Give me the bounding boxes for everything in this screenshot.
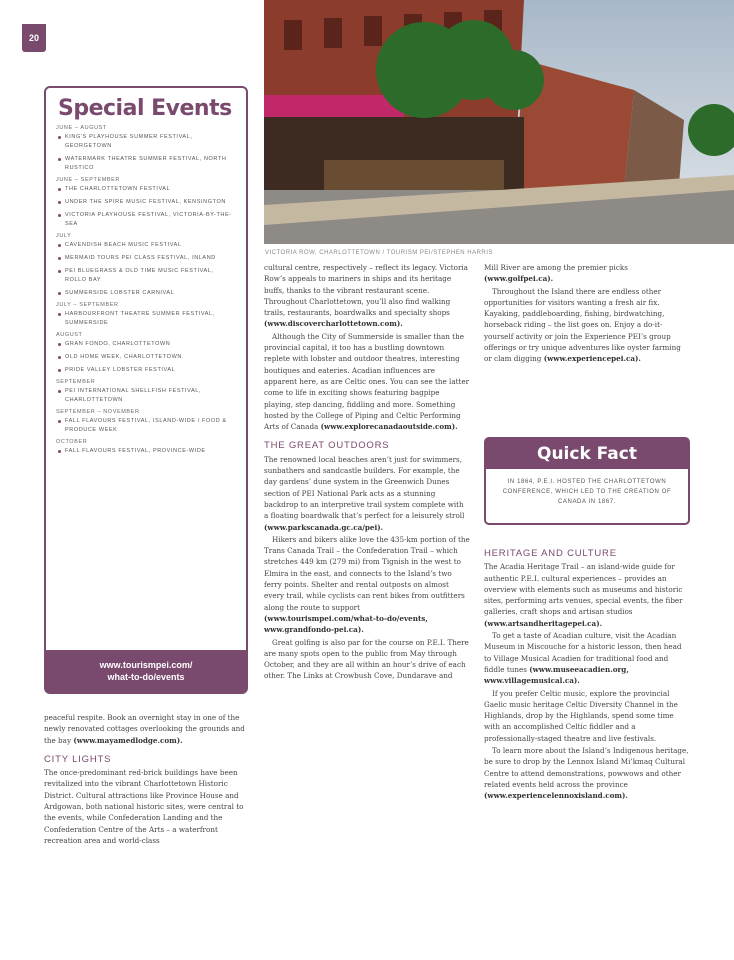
event-period: OCTOBER xyxy=(56,439,88,445)
col3-p2: Throughout the Island there are endless other opportunities for visitors wanting a fresh air fix. Kayaking, paddleboarding, fishing, birdwatching, horseback riding – the list goes on. Enjoy a do-it-yourself activity or join the Experience PEI’s group offerings or try unique adventures like oyster farming or clam digging (www.experiencepei.ca). xyxy=(484,286,681,364)
col2-p5: Great golfing is also par for the course on P.E.I. There are many spots open to the public from May through October, and they are all within an hour’s drive of each other. The Links at Crowbush Cove, Dundarave and xyxy=(264,637,469,681)
events-link-line2[interactable]: what-to-do/events xyxy=(107,672,185,682)
special-events-box xyxy=(44,86,248,694)
quick-fact-box xyxy=(484,437,690,525)
event-period: SEPTEMBER – NOVEMBER xyxy=(56,409,140,415)
event-period: JUNE – SEPTEMBER xyxy=(56,177,121,183)
col2-p1: cultural centre, respectively – reflect its legacy. Victoria Row’s appeals to mariners in ships and its heritage buffs, thanks to the vibrant restaurant scene. Throughout Charlottetown, you’ll also find walking trails, restaurants, boardwalks and specialty shops (www.discovercharlottetown.com). xyxy=(264,263,468,329)
special-events-title: Special Events xyxy=(58,96,232,121)
event-item: UNDER THE SPIRE MUSIC FESTIVAL, KENSINGTON xyxy=(56,198,236,207)
col3-p3-link[interactable]: (www.artsandheritagepei.ca). xyxy=(484,618,603,628)
heritage-culture-heading: HERITAGE AND CULTURE xyxy=(484,548,617,559)
col3-p6-link[interactable]: (www.experiencelennoxisland.com). xyxy=(484,791,628,801)
event-item: OLD HOME WEEK, CHARLOTTETOWN xyxy=(56,353,236,362)
col3-p1-link[interactable]: (www.golfpei.ca). xyxy=(484,274,554,284)
street-photo xyxy=(264,0,734,244)
events-list xyxy=(46,125,246,456)
event-group xyxy=(56,302,236,328)
col3-p5: If you prefer Celtic music, explore the provincial Gaelic music heritage Celtic Diversity Channel in the Highlands, drop by the Highlands, spend some time with an accomplished Celtic fiddler and a professionally-staged theatre and live festivals. xyxy=(484,688,678,743)
event-item: KING’S PLAYHOUSE SUMMER FESTIVAL, GEORGETOWN xyxy=(56,133,236,151)
column-3-bottom xyxy=(484,548,690,803)
photo-caption: VICTORIA ROW, CHARLOTTETOWN / TOURISM PEI/STEPHEN HARRIS xyxy=(265,250,493,256)
event-group xyxy=(56,332,236,375)
page-number: 20 xyxy=(22,24,46,52)
event-period: SEPTEMBER xyxy=(56,379,96,385)
col1-body: The once-predominant red-brick buildings have been revitalized into the vibrant Charlottetown Historic District. Cultural attractions like Province House and Ardgowan, both national historic sites, were central to the events, while Confederation Landing and the Confederation Centre of the Arts – a waterfront recreation area and world-class xyxy=(44,768,244,845)
col3-p6: To learn more about the Island’s Indigenous heritage, be sure to drop by the Lennox Island Mi’kmaq Cultural Centre to attend demonstrations, powwows and other related events held across the province (www.experiencelennoxisland.com). xyxy=(484,746,689,801)
great-outdoors-heading: THE GREAT OUTDOORS xyxy=(264,440,390,452)
column-3-top xyxy=(484,262,690,366)
col3-p4: To get a taste of Acadian culture, visit the Acadian Museum in Miscouche for a historic lesson, then head to Village Musical Acadien for traditional food and fiddle tunes (www.museeacadien.org, www.villagemusical.ca). xyxy=(484,631,682,686)
event-item: PEI INTERNATIONAL SHELLFISH FESTIVAL, CHARLOTTETOWN xyxy=(56,387,236,405)
col3-p4-link[interactable]: (www.museeacadien.org, www.villagemusical.ca). xyxy=(484,664,629,686)
event-period: AUGUST xyxy=(56,332,83,338)
event-item: FALL FLAVOURS FESTIVAL, ISLAND-WIDE / FOOD & PRODUCE WEEK xyxy=(56,417,236,435)
event-group xyxy=(56,379,236,405)
event-group xyxy=(56,177,236,229)
col2-p3: The renowned local beaches aren’t just for swimmers, sunbathers and sandcastle builders. For example, the day gardens’ dune system in the Greenwich Dunes section of PEI National Park acts as a stunning backdrop to an interpretive trail system complete with a floating boardwalk that’s perfect for a leisurely stroll (www.parkscanada.gc.ca/pei). xyxy=(264,454,465,532)
col2-p1-link[interactable]: (www.discovercharlottetown.com). xyxy=(264,319,403,329)
quick-fact-title: Quick Fact xyxy=(486,439,688,469)
event-period: JUNE – AUGUST xyxy=(56,125,107,131)
col3-p2-link[interactable]: (www.experiencepei.ca). xyxy=(543,354,641,364)
events-link-banner[interactable] xyxy=(46,650,246,692)
event-item: CAVENDISH BEACH MUSIC FESTIVAL xyxy=(56,241,236,250)
event-group xyxy=(56,409,236,435)
events-link-line1[interactable]: www.tourismpei.com/ xyxy=(99,660,193,670)
col1-intro-link[interactable]: (www.mayamedlodge.com). xyxy=(73,735,183,745)
event-period: JULY xyxy=(56,233,72,239)
event-item: FALL FLAVOURS FESTIVAL, PROVINCE-WIDE xyxy=(56,447,236,456)
col3-p1: Mill River are among the premier picks (www.golfpei.ca). xyxy=(484,263,628,284)
column-2 xyxy=(264,262,470,683)
event-group xyxy=(56,233,236,298)
column-1 xyxy=(44,712,248,847)
col2-p2-link[interactable]: (www.explorecanadaoutside.com). xyxy=(320,422,458,432)
event-item: PEI BLUEGRASS & OLD TIME MUSIC FESTIVAL, ROLLO BAY xyxy=(56,267,236,285)
event-group xyxy=(56,125,236,173)
col2-p4: Hikers and bikers alike love the 435-km portion of the Trans Canada Trail – the Confederation Trail – which stretches 449 km (279 mi) from Tignish in the west to Elmira in the east, and connects to the Island’s two ferry points. Shelter and rental outposts on almost every trail, while cyclists can rent bikes from outfitters along the route to support (www.tourismpei.com/what-to-do/events, www.grandfondo-pei.ca). xyxy=(264,534,470,635)
event-item: PRIDE VALLEY LOBSTER FESTIVAL xyxy=(56,366,236,375)
event-item: VICTORIA PLAYHOUSE FESTIVAL, VICTORIA-BY-THE-SEA xyxy=(56,211,236,229)
quick-fact-text: IN 1864, P.E.I. HOSTED THE CHARLOTTETOWN CONFERENCE, WHICH LED TO THE CREATION OF CANADA IN 1867. xyxy=(502,479,672,505)
event-period: JULY – SEPTEMBER xyxy=(56,302,119,308)
event-item: SUMMERSIDE LOBSTER CARNIVAL xyxy=(56,289,236,298)
col1-intro: peaceful respite. Book an overnight stay in one of the newly renovated cottages overlooking the grounds and the bay (www.mayamedlodge.com). xyxy=(44,713,245,745)
event-group xyxy=(56,439,236,456)
col2-p3-link[interactable]: (www.parkscanada.gc.ca/pei). xyxy=(264,522,384,532)
event-item: GRAN FONDO, CHARLOTTETOWN xyxy=(56,340,236,349)
event-item: WATERMARK THEATRE SUMMER FESTIVAL, NORTH RUSTICO xyxy=(56,155,236,173)
event-item: MERMAID TOURS PEI CLASS FESTIVAL, INLAND xyxy=(56,254,236,263)
col3-p3: The Acadia Heritage Trail – an island-wide guide for authentic P.E.I. cultural experiences – provides an overview with elements such as museums and historic sites, performing arts venues, special events, the fiber galleries, craft shops and artisan studios (www.artsandheritagepei.ca). xyxy=(484,562,683,628)
col2-p2: Although the City of Summerside is smaller than the provincial capital, it too has a bustling downtown replete with lobster and outdoor theatres, interesting boutiques and eateries. Acadian influences are apparent here, as are Celtic ones. You can see the latter come to life in exciting shows featuring bagpipe playing, step dancing, fiddling and more. Something hosted by the College of Piping and Celtic Performing Arts of Canada (www.explorecanadaoutside.com). xyxy=(264,331,470,432)
city-lights-heading: CITY LIGHTS xyxy=(44,753,112,765)
event-item: HARBOURFRONT THEATRE SUMMER FESTIVAL, SUMMERSIDE xyxy=(56,310,236,328)
col2-p4-link[interactable]: (www.tourismpei.com/what-to-do/events, www.grandfondo-pei.ca). xyxy=(264,613,428,635)
event-item: THE CHARLOTTETOWN FESTIVAL xyxy=(56,185,236,194)
